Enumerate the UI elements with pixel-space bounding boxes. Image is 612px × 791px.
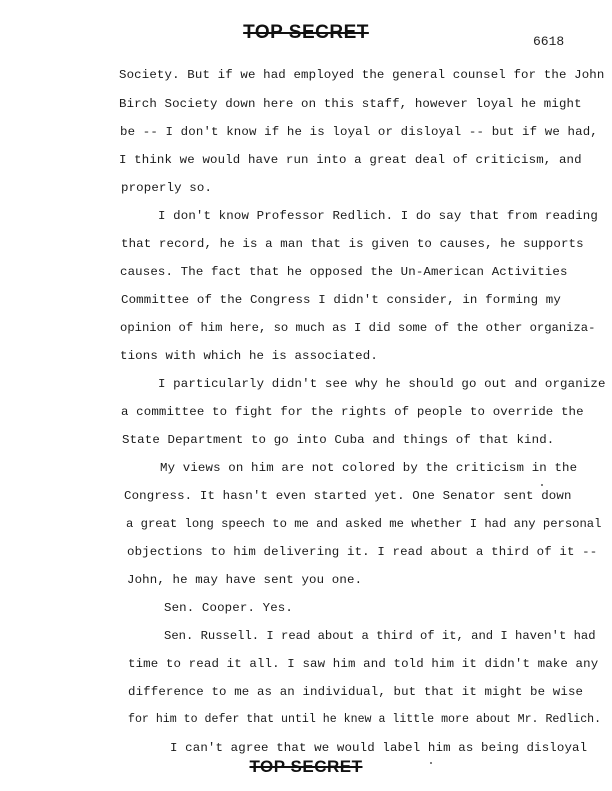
text-line: Congress. It hasn't even started yet. One Senator sent down xyxy=(124,489,572,503)
text-line: difference to me as an individual, but that it might be wise xyxy=(128,685,584,699)
text-line: I think we would have run into a great deal of criticism, and xyxy=(119,153,582,167)
text-line: State Department to go into Cuba and things of that kind. xyxy=(122,433,555,447)
text-line: properly so. xyxy=(121,181,213,195)
text-line: objections to him delivering it. I read about a third of it -- xyxy=(127,545,598,559)
text-line: for him to defer that until he knew a little more about Mr. Redlich. xyxy=(128,713,602,726)
text-line: I can't agree that we would label him as being disloyal xyxy=(170,741,588,755)
text-line: tions with which he is associated. xyxy=(120,349,378,363)
text-line: causes. The fact that he opposed the Un-American Activities xyxy=(120,265,568,279)
text-line: opinion of him here, so much as I did some of the other organiza- xyxy=(120,321,596,335)
text-line: Sen. Cooper. Yes. xyxy=(164,601,293,615)
text-line: Sen. Russell. I read about a third of it, and I haven't had xyxy=(164,629,596,643)
text-line: I particularly didn't see why he should go out and organize xyxy=(158,377,606,391)
text-line: a great long speech to me and asked me whether I had any personal xyxy=(126,517,602,531)
text-line: John, he may have sent you one. xyxy=(127,573,363,587)
classification-header: TOP SECRET xyxy=(243,22,369,43)
text-line: be -- I don't know if he is loyal or disloyal -- but if we had, xyxy=(120,125,598,139)
text-line: time to read it all. I saw him and told him it didn't make any xyxy=(128,657,599,671)
text-line: My views on him are not colored by the criticism in the xyxy=(160,461,578,475)
text-line: that record, he is a man that is given to causes, he supports xyxy=(121,237,584,251)
scan-speck xyxy=(430,762,432,764)
text-line: I don't know Professor Redlich. I do say that from reading xyxy=(158,209,598,223)
text-line: Birch Society down here on this staff, however loyal he might xyxy=(119,97,582,111)
text-line: Society. But if we had employed the general counsel for the John xyxy=(119,68,605,82)
classification-footer: TOP SECRET xyxy=(249,757,363,776)
scan-speck xyxy=(541,484,543,486)
text-line: a committee to fight for the rights of people to override the xyxy=(121,405,584,419)
page-number: 6618 xyxy=(533,34,565,49)
text-line: Committee of the Congress I didn't consider, in forming my xyxy=(121,293,561,307)
